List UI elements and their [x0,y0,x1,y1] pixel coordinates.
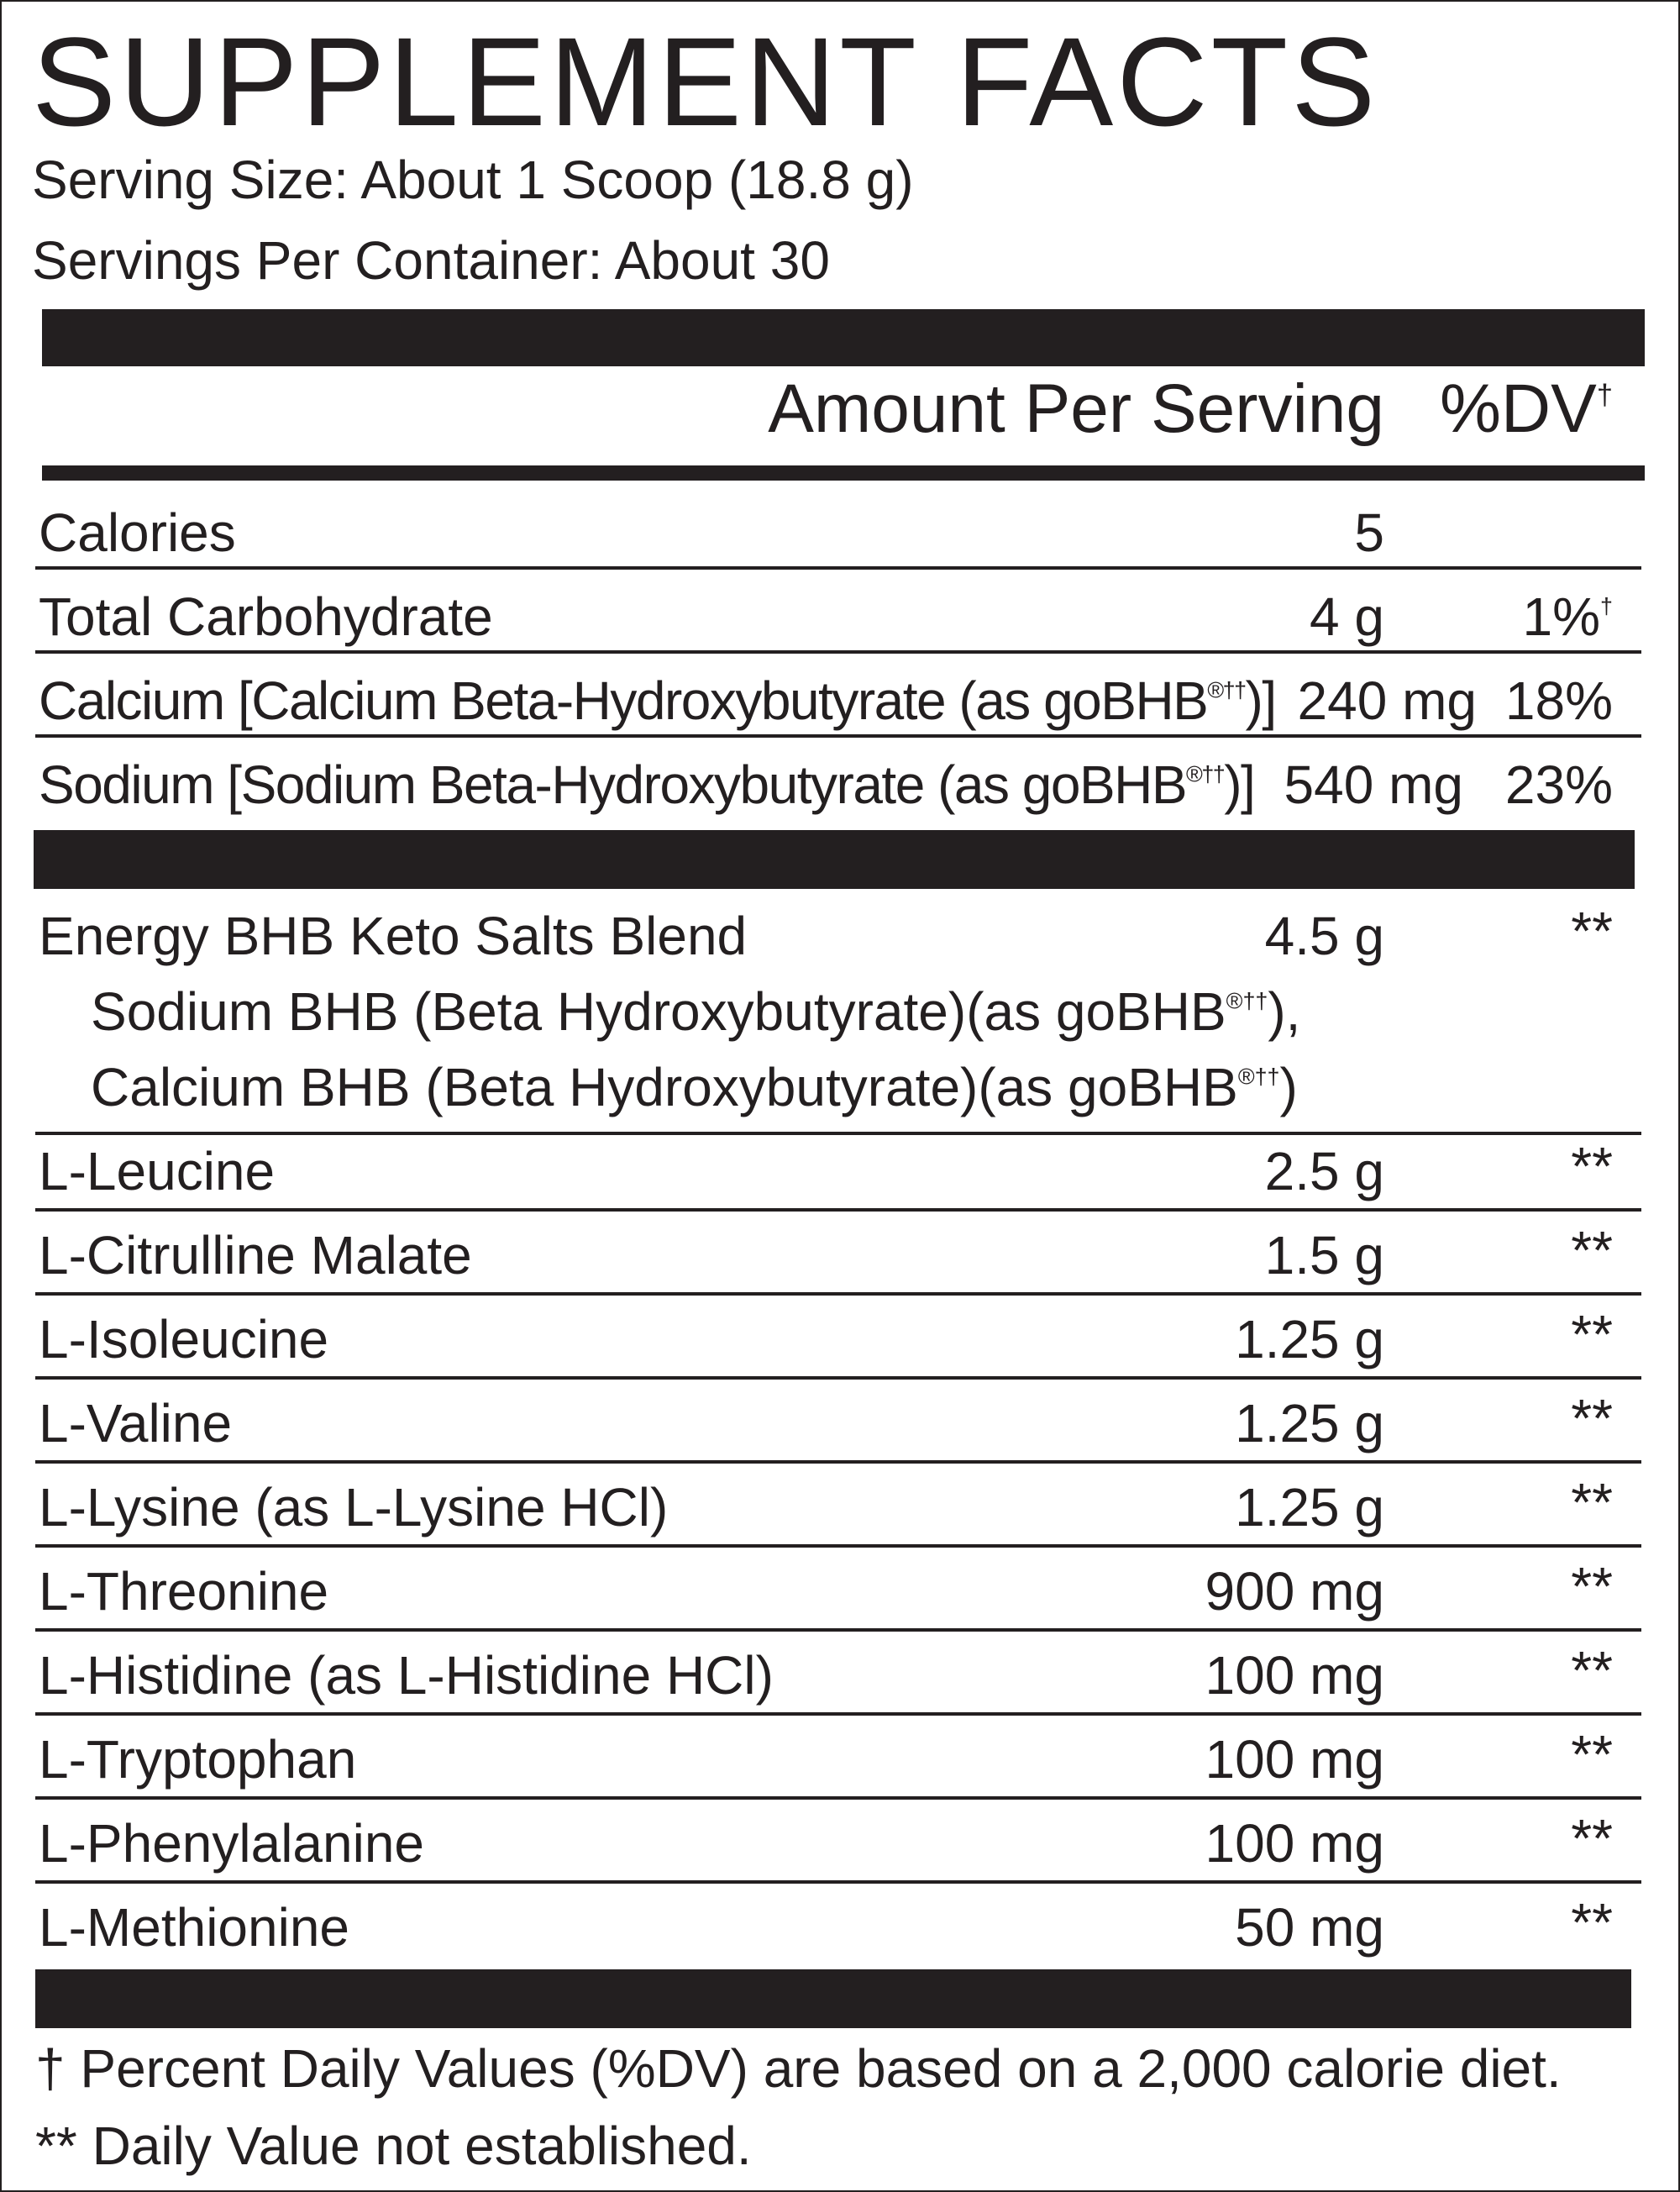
nutrient-name: Calories [39,502,236,563]
row-divider [35,650,1641,654]
blend-dv: ** [1571,901,1613,961]
registered-trademark-mark: ®†† [1186,761,1225,787]
header-bottom-bar [42,465,1645,481]
row-divider [35,1208,1641,1212]
ingredient-name: L-Histidine (as L-Histidine HCl) [39,1645,774,1706]
nutrient-name-text: Sodium [Sodium Beta-Hydroxybutyrate (as goBHB [39,754,1187,815]
serving-size: Serving Size: About 1 Scoop (18.8 g) [32,150,914,210]
nutrient-name [39,667,1276,734]
nutrient-amount: 240 mg [1297,670,1477,731]
registered-trademark-mark: ®†† [1207,677,1246,703]
row-divider [35,734,1641,738]
ingredient-amount: 100 mg [1205,1645,1384,1706]
blend-component-text: Calcium BHB (Beta Hydroxybutyrate)(as goBHB [91,1057,1238,1117]
ingredient-name: L-Tryptophan [39,1729,357,1790]
dv-header [1440,363,1613,455]
nutrient-amount: 4 g [1310,586,1384,647]
registered-trademark-mark: ®†† [1226,988,1268,1014]
footnote-not-established: ** Daily Value not established. [35,2116,752,2176]
ingredient-dv: ** [1571,1556,1613,1616]
blend-component-text: Sodium BHB (Beta Hydroxybutyrate)(as goBHB [91,981,1226,1042]
blend-amount: 4.5 g [1264,906,1384,966]
ingredient-amount: 100 mg [1205,1729,1384,1790]
blend-component-close: ), [1268,981,1301,1042]
row-divider [35,1880,1641,1884]
ingredient-amount: 900 mg [1205,1561,1384,1622]
nutrient-name [39,751,1254,818]
dv-header-mark: † [1596,379,1613,412]
ingredient-dv: ** [1571,1388,1613,1448]
blend-component [91,978,1300,1045]
blend-component [91,1054,1298,1121]
ingredient-name: L-Methionine [39,1897,349,1958]
ingredient-dv: ** [1571,1724,1613,1785]
nutrient-name-text: Calcium [Calcium Beta-Hydroxybutyrate (as goBHB [39,670,1208,731]
ingredient-name: L-Isoleucine [39,1309,329,1369]
footnote-daily-values: † Percent Daily Values (%DV) are based on a 2,000 calorie diet. [35,2038,1562,2099]
ingredient-amount: 1.5 g [1264,1225,1384,1285]
nutrient-dv-value: 1% [1522,586,1601,647]
ingredient-name: L-Citrulline Malate [39,1225,472,1285]
dv-header-label: %DV [1440,371,1597,447]
nutrient-dv-mark: † [1600,593,1613,619]
servings-per-container: Servings Per Container: About 30 [32,230,830,291]
row-divider [35,1292,1641,1296]
ingredient-dv: ** [1571,1472,1613,1532]
row-divider [35,1628,1641,1632]
ingredient-amount: 1.25 g [1235,1393,1384,1453]
header-bar [42,309,1645,366]
section-bar [34,830,1635,889]
nutrient-dv [1523,583,1613,650]
row-divider [35,1132,1641,1135]
ingredient-amount: 1.25 g [1235,1309,1384,1369]
row-divider [35,1376,1641,1380]
ingredient-amount: 100 mg [1205,1813,1384,1874]
ingredient-dv: ** [1571,1220,1613,1280]
blend-component-close: ) [1279,1057,1298,1117]
ingredient-amount: 50 mg [1235,1897,1384,1958]
ingredient-amount: 1.25 g [1235,1477,1384,1538]
blend-name: Energy BHB Keto Salts Blend [39,906,748,966]
nutrient-amount: 5 [1354,502,1384,563]
nutrient-name-close: )] [1245,670,1276,731]
footer-bar [35,1969,1631,2028]
row-divider [35,566,1641,570]
ingredient-dv: ** [1571,1892,1613,1953]
row-divider [35,1796,1641,1800]
nutrient-name: Total Carbohydrate [39,586,493,647]
ingredient-name: L-Valine [39,1393,233,1453]
ingredient-name: L-Lysine (as L-Lysine HCl) [39,1477,669,1538]
registered-trademark-mark: ®†† [1237,1064,1280,1090]
ingredient-name: L-Threonine [39,1561,329,1622]
ingredient-name: L-Phenylalanine [39,1813,424,1874]
ingredient-dv: ** [1571,1808,1613,1869]
row-divider [35,1544,1641,1548]
nutrient-dv: 18% [1504,670,1613,731]
ingredient-amount: 2.5 g [1264,1141,1384,1201]
ingredient-name: L-Leucine [39,1141,276,1201]
ingredient-dv: ** [1571,1136,1613,1196]
amount-per-serving-header: Amount Per Serving [768,371,1384,447]
ingredient-dv: ** [1571,1640,1613,1701]
row-divider [35,1712,1641,1716]
nutrient-dv: 23% [1504,754,1613,815]
panel-title: SUPPLEMENT FACTS [32,11,1379,152]
nutrient-amount: 540 mg [1284,754,1463,815]
ingredient-dv: ** [1571,1304,1613,1364]
row-divider [35,1460,1641,1464]
nutrient-name-close: )] [1224,754,1255,815]
